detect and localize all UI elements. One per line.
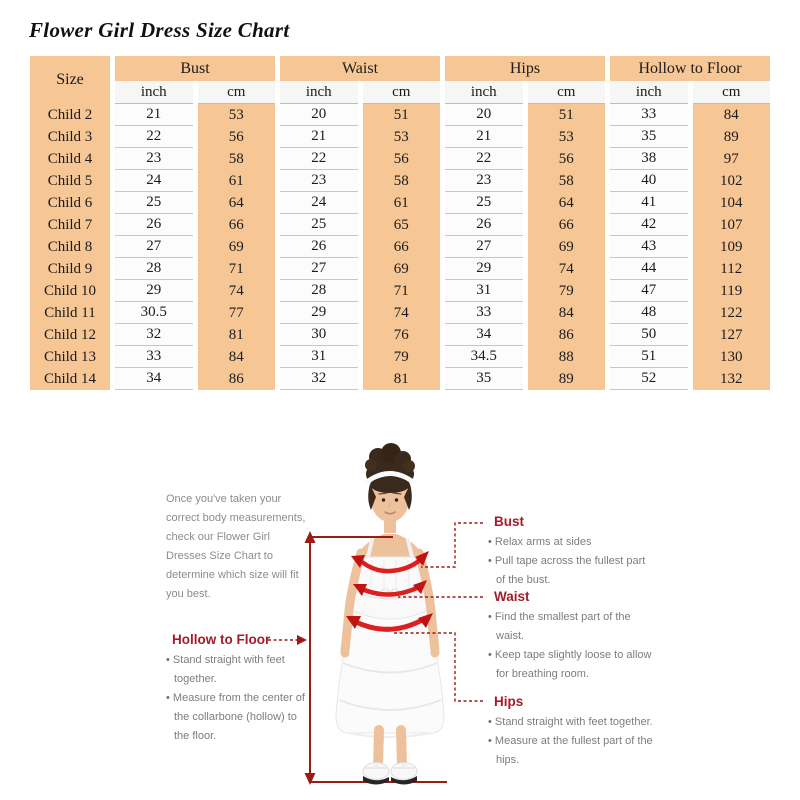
size-label-cell: Child 8 xyxy=(30,236,110,258)
bullet-item: • Stand straight with feet together. xyxy=(486,713,656,732)
measurement-cell: 69 xyxy=(528,236,606,258)
measurement-cell: 104 xyxy=(693,192,771,214)
unit-header-inch: inch xyxy=(610,81,688,104)
bullet-item: • Relax arms at sides xyxy=(486,533,656,552)
measurement-cell: 29 xyxy=(115,280,193,302)
bust-connector-line xyxy=(421,523,483,567)
measurement-cell: 30 xyxy=(280,324,358,346)
hollow-to-floor-group-header: Hollow to Floor xyxy=(610,56,770,81)
unit-header-cm: cm xyxy=(693,81,771,104)
size-label-cell: Child 11 xyxy=(30,302,110,324)
waist-section xyxy=(486,589,654,684)
table-row xyxy=(30,214,770,236)
measurement-cell: 79 xyxy=(363,346,441,368)
measurement-cell: 97 xyxy=(693,148,771,170)
measurement-cell: 32 xyxy=(115,324,193,346)
measurement-cell: 56 xyxy=(198,126,276,148)
table-row xyxy=(30,346,770,368)
measurement-cell: 31 xyxy=(445,280,523,302)
bullet-item: • Measure from the center of the collarbone (hollow) to the floor. xyxy=(164,689,314,746)
unit-header-cm: cm xyxy=(198,81,276,104)
guide-intro-text xyxy=(166,490,326,604)
measurement-cell: 64 xyxy=(198,192,276,214)
measurement-cell: 33 xyxy=(115,346,193,368)
measurement-cell: 79 xyxy=(528,280,606,302)
measurement-cell: 50 xyxy=(610,324,688,346)
measurement-cell: 20 xyxy=(280,104,358,126)
measurement-cell: 66 xyxy=(528,214,606,236)
measurement-cell: 58 xyxy=(528,170,606,192)
measurement-cell: 81 xyxy=(198,324,276,346)
measurement-cell: 29 xyxy=(445,258,523,280)
measurement-cell: 58 xyxy=(363,170,441,192)
measurement-cell: 112 xyxy=(693,258,771,280)
measurement-cell: 69 xyxy=(363,258,441,280)
intro-line: you best. xyxy=(166,588,211,600)
measurement-cell: 74 xyxy=(528,258,606,280)
table-row xyxy=(30,126,770,148)
measurement-cell: 23 xyxy=(445,170,523,192)
measurement-cell: 23 xyxy=(115,148,193,170)
size-label-cell: Child 7 xyxy=(30,214,110,236)
measurement-cell: 27 xyxy=(445,236,523,258)
measuring-guide-figure xyxy=(0,440,800,800)
measurement-cell: 102 xyxy=(693,170,771,192)
page-title: Flower Girl Dress Size Chart xyxy=(29,18,290,42)
measurement-cell: 86 xyxy=(528,324,606,346)
intro-line: Dresses Size Chart to xyxy=(166,550,273,562)
measurement-cell: 130 xyxy=(693,346,771,368)
bullet-item: • Measure at the fullest part of the hips. xyxy=(486,732,656,770)
unit-header-cm: cm xyxy=(528,81,606,104)
measurement-cell: 30.5 xyxy=(115,302,193,324)
legs xyxy=(378,730,402,766)
face xyxy=(368,477,412,522)
bullet-item: • Pull tape across the fullest part of the bust. xyxy=(486,552,656,590)
measurement-cell: 26 xyxy=(115,214,193,236)
measurement-cell: 71 xyxy=(198,258,276,280)
table-row xyxy=(30,236,770,258)
measurement-cell: 20 xyxy=(445,104,523,126)
measurement-cell: 61 xyxy=(198,170,276,192)
measurement-cell: 34 xyxy=(115,368,193,390)
hollow-to-floor-section xyxy=(164,632,314,746)
measurement-cell: 53 xyxy=(363,126,441,148)
measurement-cell: 40 xyxy=(610,170,688,192)
measurement-cell: 66 xyxy=(363,236,441,258)
girl-figure xyxy=(336,443,444,766)
hollow-to-floor-bullets xyxy=(164,651,314,746)
waist-group-header: Waist xyxy=(280,56,440,81)
group-header-row xyxy=(30,56,770,81)
measurement-cell: 21 xyxy=(115,104,193,126)
size-label-cell: Child 13 xyxy=(30,346,110,368)
measurement-cell: 84 xyxy=(528,302,606,324)
measurement-cell: 74 xyxy=(198,280,276,302)
measurement-cell: 53 xyxy=(198,104,276,126)
size-label-cell: Child 10 xyxy=(30,280,110,302)
hips-bullets xyxy=(486,713,656,770)
bust-heading: Bust xyxy=(494,514,524,529)
waist-heading: Waist xyxy=(494,589,530,604)
measurement-cell: 61 xyxy=(363,192,441,214)
measurement-cell: 48 xyxy=(610,302,688,324)
measurement-cell: 33 xyxy=(610,104,688,126)
measurement-cell: 122 xyxy=(693,302,771,324)
intro-line: check our Flower Girl xyxy=(166,531,270,543)
hips-group-header: Hips xyxy=(445,56,605,81)
size-label-cell: Child 4 xyxy=(30,148,110,170)
size-chart-body xyxy=(30,104,770,390)
size-label-cell: Child 5 xyxy=(30,170,110,192)
measurement-cell: 21 xyxy=(445,126,523,148)
measurement-cell: 24 xyxy=(280,192,358,214)
hips-heading: Hips xyxy=(494,694,524,709)
size-label-cell: Child 3 xyxy=(30,126,110,148)
measurement-cell: 51 xyxy=(528,104,606,126)
measurement-cell: 21 xyxy=(280,126,358,148)
size-label-cell: Child 14 xyxy=(30,368,110,390)
measurement-cell: 44 xyxy=(610,258,688,280)
measurement-cell: 26 xyxy=(445,214,523,236)
size-column-header: Size xyxy=(30,56,110,104)
measurement-cell: 119 xyxy=(693,280,771,302)
measurement-cell: 34.5 xyxy=(445,346,523,368)
unit-header-inch: inch xyxy=(280,81,358,104)
measurement-cell: 76 xyxy=(363,324,441,346)
bust-group-header: Bust xyxy=(115,56,275,81)
unit-header-cm: cm xyxy=(363,81,441,104)
measurement-cell: 35 xyxy=(610,126,688,148)
measurement-cell: 38 xyxy=(610,148,688,170)
measurement-cell: 28 xyxy=(115,258,193,280)
table-row xyxy=(30,280,770,302)
measurement-cell: 41 xyxy=(610,192,688,214)
measurement-cell: 52 xyxy=(610,368,688,390)
measurement-cell: 56 xyxy=(363,148,441,170)
measurement-cell: 51 xyxy=(610,346,688,368)
measurement-cell: 84 xyxy=(693,104,771,126)
measurement-cell: 69 xyxy=(198,236,276,258)
measurement-cell: 34 xyxy=(445,324,523,346)
bullet-item: • Keep tape slightly loose to allow for breathing room. xyxy=(486,646,654,684)
neck xyxy=(384,517,396,533)
size-label-cell: Child 2 xyxy=(30,104,110,126)
measurement-cell: 74 xyxy=(363,302,441,324)
bullet-item: • Find the smallest part of the waist. xyxy=(486,608,654,646)
measurement-cell: 31 xyxy=(280,346,358,368)
measurement-cell: 127 xyxy=(693,324,771,346)
measurement-cell: 35 xyxy=(445,368,523,390)
measurement-cell: 107 xyxy=(693,214,771,236)
waist-bullets xyxy=(486,608,654,684)
measurement-cell: 77 xyxy=(198,302,276,324)
measurement-cell: 84 xyxy=(198,346,276,368)
table-row xyxy=(30,258,770,280)
table-row xyxy=(30,368,770,390)
measurement-cell: 27 xyxy=(280,258,358,280)
measurement-cell: 89 xyxy=(693,126,771,148)
table-row xyxy=(30,170,770,192)
measurement-cell: 28 xyxy=(280,280,358,302)
bullet-item: • Stand straight with feet together. xyxy=(164,651,314,689)
table-row xyxy=(30,192,770,214)
measurement-cell: 89 xyxy=(528,368,606,390)
size-label-cell: Child 9 xyxy=(30,258,110,280)
table-row xyxy=(30,148,770,170)
measurement-cell: 53 xyxy=(528,126,606,148)
measurement-cell: 42 xyxy=(610,214,688,236)
measurement-cell: 43 xyxy=(610,236,688,258)
measurement-cell: 66 xyxy=(198,214,276,236)
intro-line: determine which size will fit xyxy=(166,569,299,581)
size-label-cell: Child 12 xyxy=(30,324,110,346)
measurement-cell: 27 xyxy=(115,236,193,258)
table-row xyxy=(30,302,770,324)
table-row xyxy=(30,104,770,126)
intro-line: Once you've taken your xyxy=(166,493,282,505)
size-chart-table xyxy=(25,56,775,390)
measurement-cell: 51 xyxy=(363,104,441,126)
measurement-cell: 25 xyxy=(115,192,193,214)
unit-header-inch: inch xyxy=(445,81,523,104)
size-label-cell: Child 6 xyxy=(30,192,110,214)
measurement-cell: 22 xyxy=(445,148,523,170)
measurement-cell: 71 xyxy=(363,280,441,302)
measurement-cell: 32 xyxy=(280,368,358,390)
hollow-to-floor-heading: Hollow to Floor xyxy=(172,632,271,647)
measurement-cell: 25 xyxy=(280,214,358,236)
measurement-cell: 29 xyxy=(280,302,358,324)
unit-header-row xyxy=(30,81,770,104)
measurement-cell: 132 xyxy=(693,368,771,390)
measurement-cell: 22 xyxy=(115,126,193,148)
measurement-cell: 109 xyxy=(693,236,771,258)
bust-bullets xyxy=(486,533,656,590)
measurement-cell: 47 xyxy=(610,280,688,302)
measurement-cell: 22 xyxy=(280,148,358,170)
intro-line: correct body measurements, xyxy=(166,512,306,524)
measurement-cell: 56 xyxy=(528,148,606,170)
bust-section xyxy=(486,514,656,590)
measurement-cell: 65 xyxy=(363,214,441,236)
measurement-cell: 64 xyxy=(528,192,606,214)
measurement-cell: 26 xyxy=(280,236,358,258)
unit-header-inch: inch xyxy=(115,81,193,104)
measurement-cell: 81 xyxy=(363,368,441,390)
measurement-cell: 88 xyxy=(528,346,606,368)
hips-section xyxy=(486,694,656,770)
measurement-cell: 33 xyxy=(445,302,523,324)
measurement-cell: 86 xyxy=(198,368,276,390)
measurement-cell: 23 xyxy=(280,170,358,192)
measurement-cell: 58 xyxy=(198,148,276,170)
measurement-cell: 24 xyxy=(115,170,193,192)
measurement-cell: 25 xyxy=(445,192,523,214)
table-row xyxy=(30,324,770,346)
